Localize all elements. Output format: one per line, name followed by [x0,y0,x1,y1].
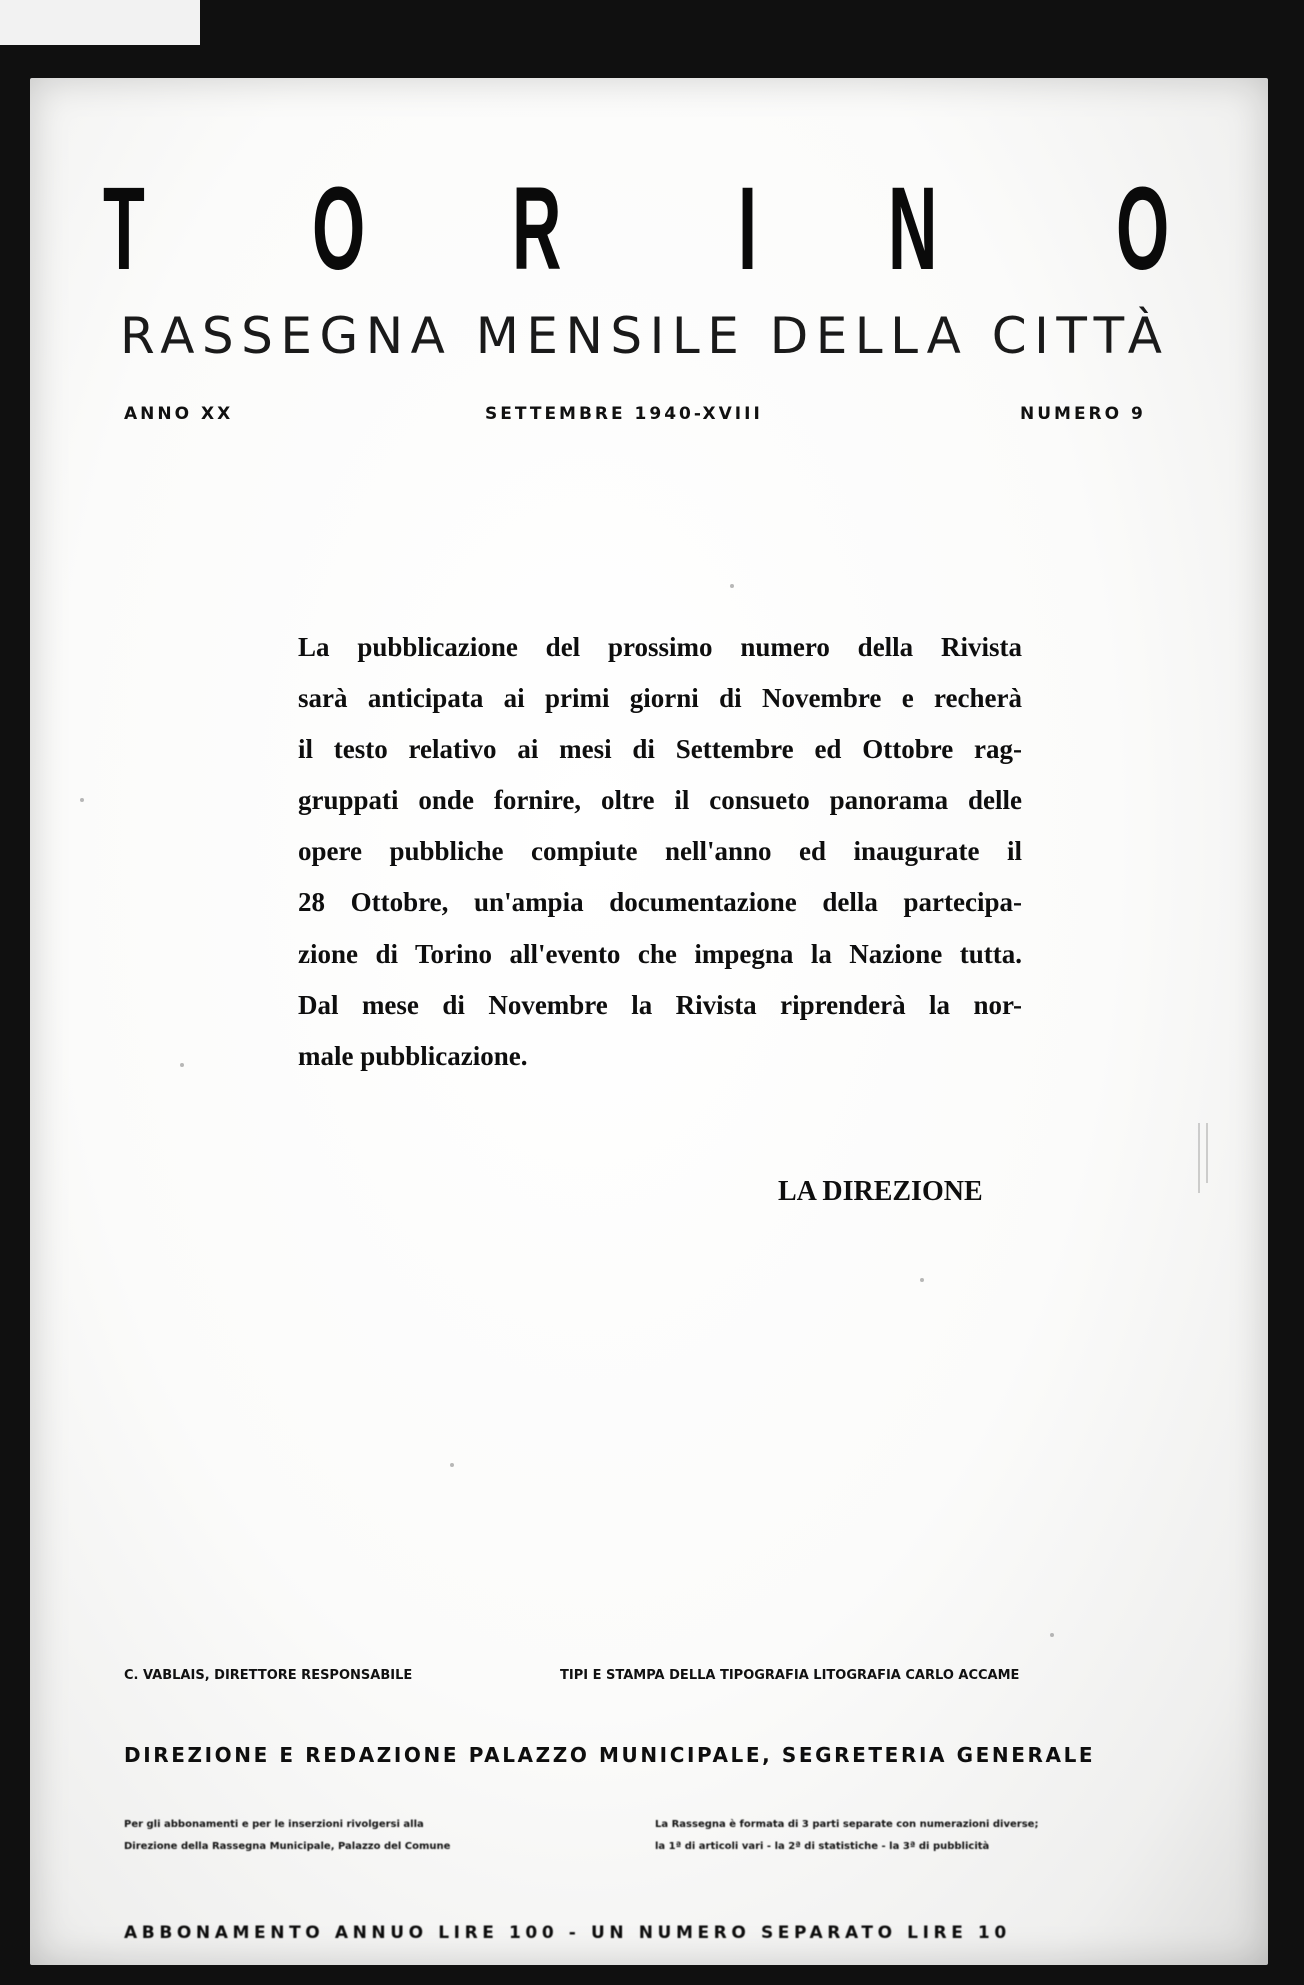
scan-speck [450,1463,454,1467]
year-label: ANNO XX [124,404,234,424]
editorial-office-heading: DIREZIONE E REDAZIONE PALAZZO MUNICIPALE, SEGRETERIA GENERALE [124,1743,1096,1767]
masthead-title-letter: I [738,163,758,295]
scan-margin-tab [0,0,200,45]
scan-speck [1050,1633,1054,1637]
magazine-page [30,78,1268,1965]
subscription-price: ABBONAMENTO ANNUO LIRE 100 - UN NUMERO SEPARATO LIRE 10 [124,1923,1011,1943]
masthead-title-letter: R [512,163,562,295]
masthead-subtitle: RASSEGNA MENSILE DELLA CITTÀ [120,307,1170,365]
announcement-line: gruppati onde fornire, oltre il consueto panorama delle [298,785,1022,815]
structure-note-line: la 1ª di articoli vari - la 2ª di statistiche - la 3ª di pubblicità [655,1841,990,1852]
announcement-line: opere pubbliche compiute nell'anno ed inaugurate il [298,836,1022,866]
subscription-note-line: Direzione della Rassegna Municipale, Palazzo del Comune [124,1841,451,1852]
scan-speck [180,1063,184,1067]
structure-note-line: La Rassegna è formata di 3 parti separate con numerazioni diverse; [655,1819,1039,1830]
masthead-title-letter: N [888,163,938,295]
announcement-line: sarà anticipata ai primi giorni di Novembre e recherà [298,683,1022,713]
announcement-line: zione di Torino all'evento che impegna la Nazione tutta. [298,939,1022,969]
announcement-line: male pubblicazione. [298,1041,528,1071]
printer-credit: TIPI E STAMPA DELLA TIPOGRAFIA LITOGRAFIA CARLO ACCAME [560,1668,1020,1683]
director-credit: C. VABLAIS, DIRETTORE RESPONSABILE [124,1668,413,1683]
subscription-note-line: Per gli abbonamenti e per le inserzioni rivolgersi alla [124,1819,424,1830]
masthead-title-letter: T [103,163,145,295]
scan-speck [920,1278,924,1282]
scan-streak [1206,1123,1208,1183]
issue-label: NUMERO 9 [1020,404,1146,424]
scan-speck [730,584,734,588]
signature: LA DIREZIONE [778,1176,983,1207]
announcement-line: il testo relativo ai mesi di Settembre ed Ottobre rag- [298,734,1022,764]
date-label: SETTEMBRE 1940-XVIII [485,404,763,424]
masthead-title-letter: O [1116,163,1170,295]
masthead-title-letter: O [312,163,366,295]
scan-streak [1198,1123,1200,1193]
announcement-line: Dal mese di Novembre la Rivista riprenderà la nor- [298,990,1022,1020]
announcement-line: 28 Ottobre, un'ampia documentazione della partecipa- [298,887,1022,917]
announcement-line: La pubblicazione del prossimo numero della Rivista [298,632,1022,662]
scan-speck [80,798,84,802]
